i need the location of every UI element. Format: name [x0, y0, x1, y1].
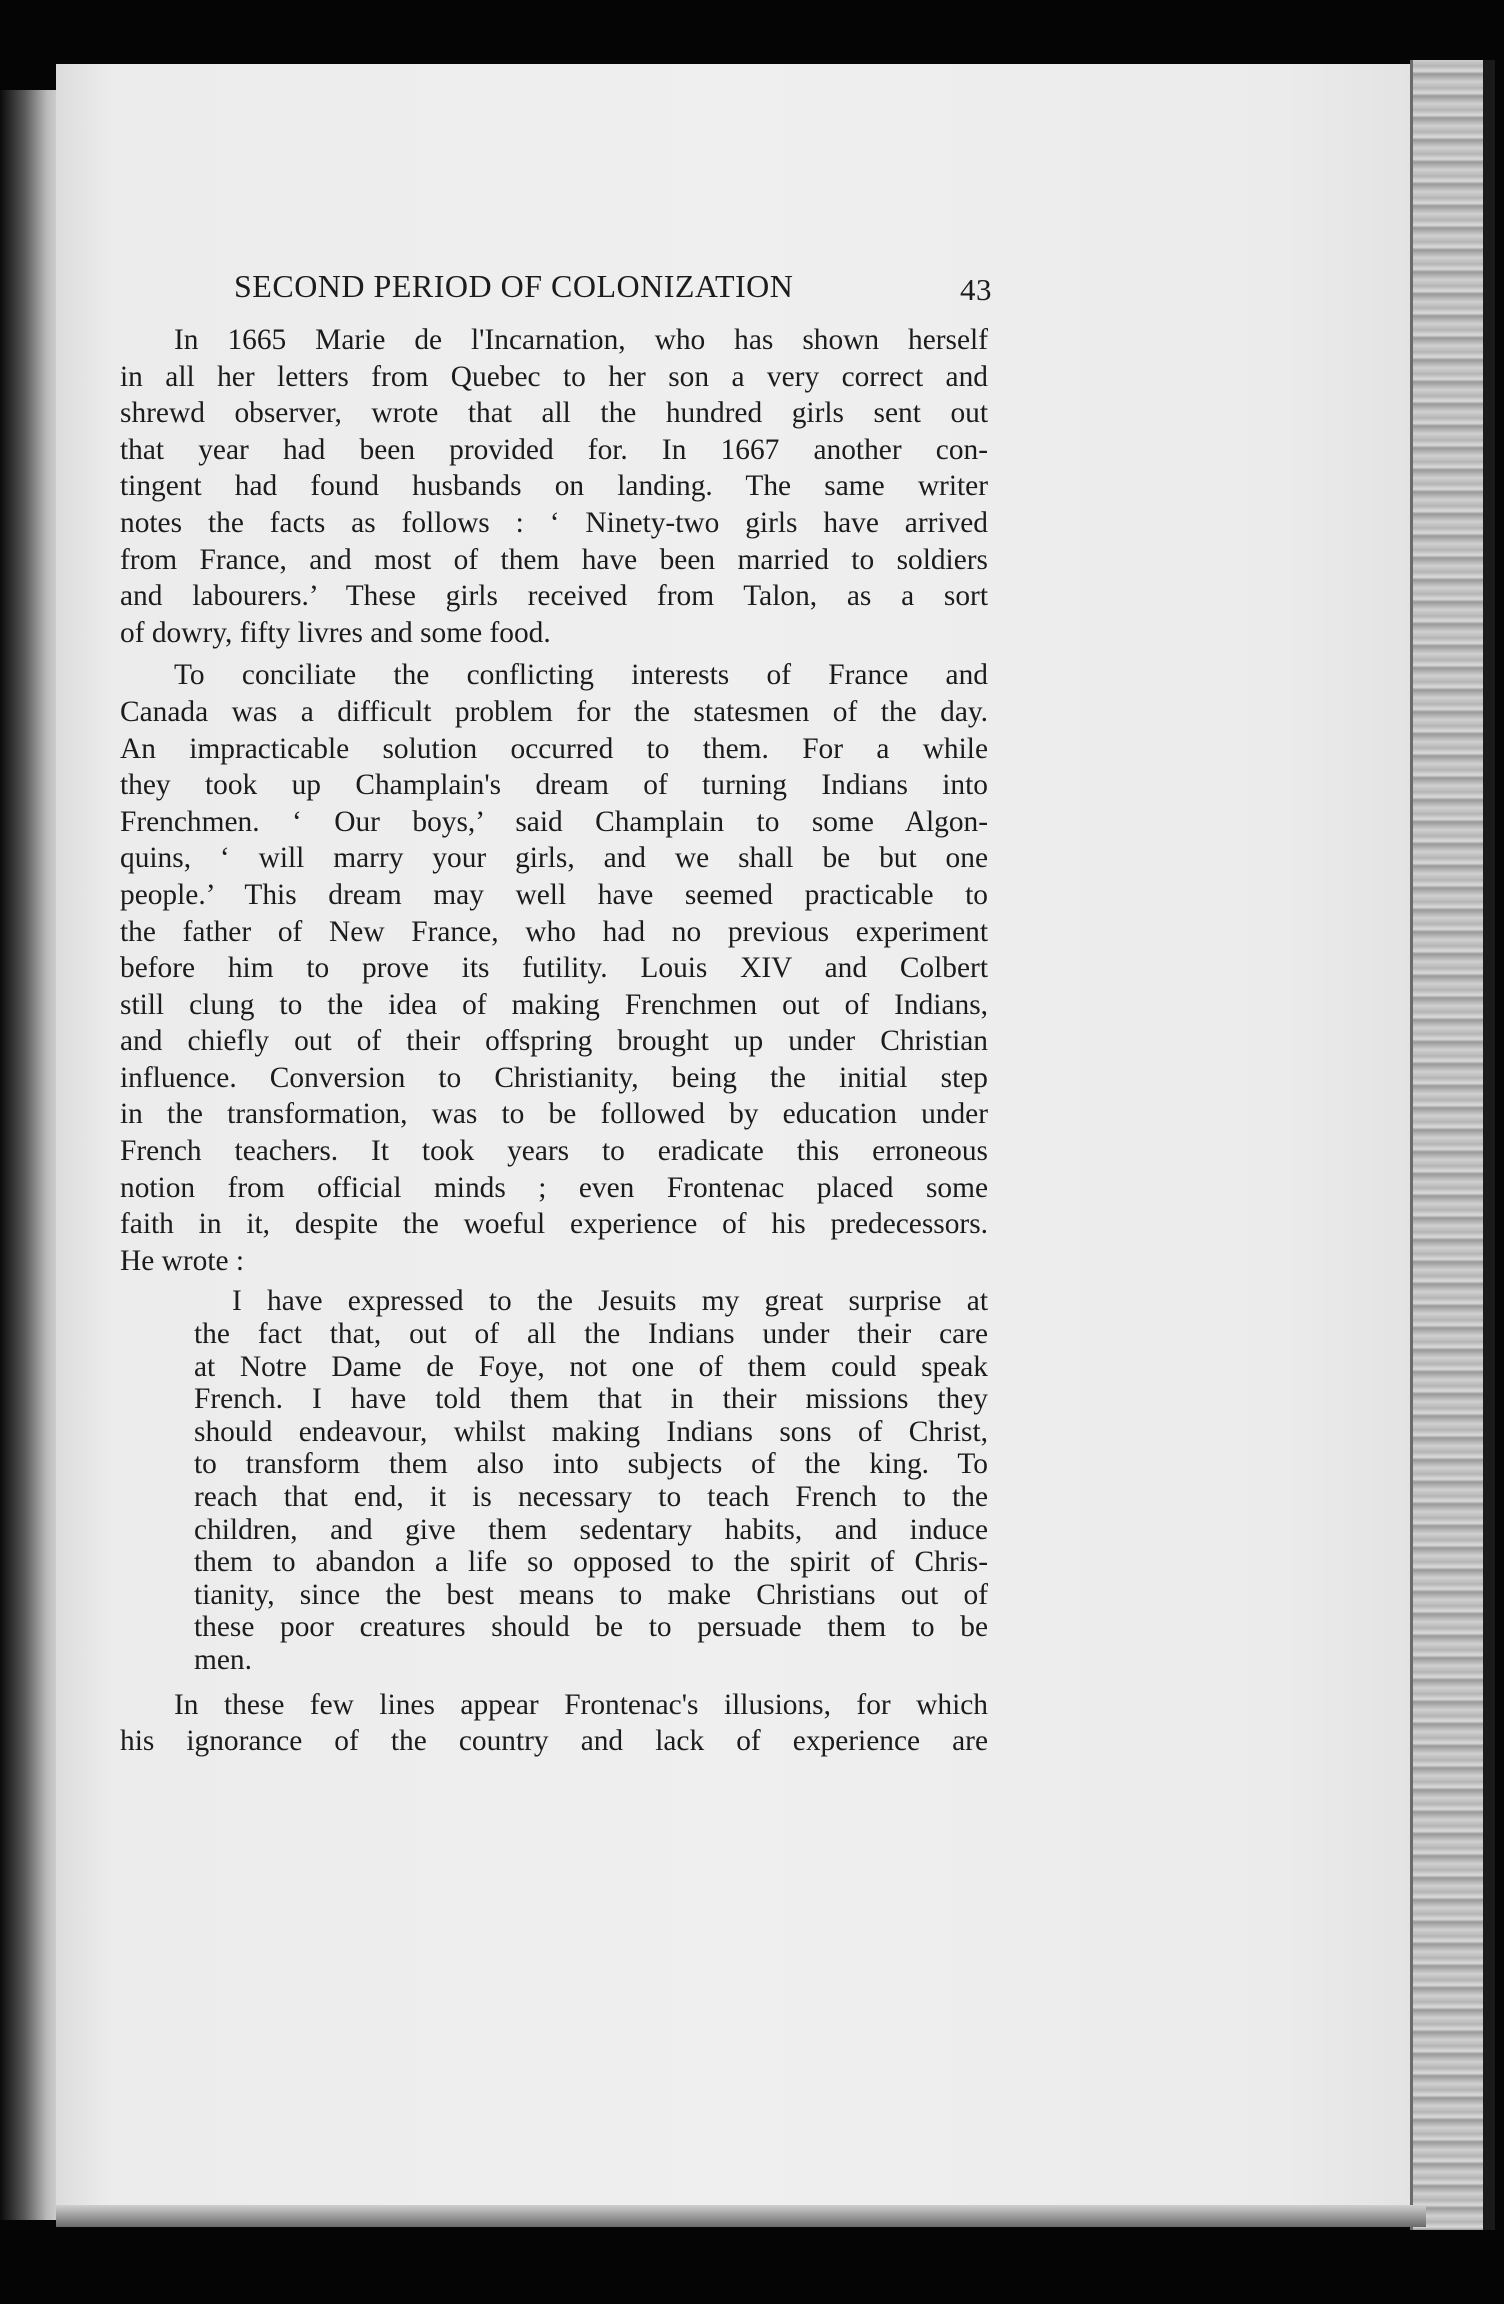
paragraph-1	[120, 322, 988, 651]
text-line: that year had been provided for. In 1667 another con-	[120, 433, 988, 466]
quote-line: children, and give them sedentary habits, and induce	[194, 1513, 988, 1546]
text-line: influence. Conversion to Christianity, being the initial step	[120, 1061, 988, 1094]
text-line: in the transformation, was to be followed by education under	[120, 1098, 988, 1131]
quote-line: at Notre Dame de Foye, not one of them could speak	[194, 1350, 988, 1383]
page-number: 43	[960, 272, 992, 307]
quote-line: them to abandon a life so opposed to the spirit of Chris-	[194, 1546, 988, 1579]
text-line: In 1665 Marie de l'Incarnation, who has shown herself	[174, 324, 988, 356]
quote-line: French. I have told them that in their missions they	[194, 1383, 988, 1416]
paragraph-2	[120, 657, 988, 1279]
text-line: before him to prove its futility. Louis XIV and Colbert	[120, 952, 988, 985]
book-left-edge	[0, 90, 62, 2220]
paragraph-3	[120, 1687, 988, 1760]
text-line: the father of New France, who had no previous experiment	[120, 915, 988, 948]
text-line: his ignorance of the country and lack of experience are	[120, 1725, 988, 1758]
text-line: In these few lines appear Frontenac's illusions, for which	[174, 1688, 988, 1721]
text-line: French teachers. It took years to eradicate this erroneous	[120, 1135, 988, 1168]
quote-line: I have expressed to the Jesuits my great surprise at	[232, 1285, 988, 1318]
text-line: shrewd observer, wrote that all the hundred girls sent out	[120, 397, 988, 430]
text-line: Canada was a difficult problem for the statesmen of the day.	[120, 695, 988, 728]
text-line: and chiefly out of their offspring brought up under Christian	[120, 1025, 988, 1058]
text-line: they took up Champlain's dream of turning Indians into	[120, 769, 988, 802]
text-line: notes the facts as follows : ‘ Ninety-two girls have arrived	[120, 506, 988, 539]
text-line: in all her letters from Quebec to her son a very correct and	[120, 360, 988, 393]
text-line: notion from official minds ; even Frontenac placed some	[120, 1171, 988, 1204]
text-line: still clung to the idea of making Frenchmen out of Indians,	[120, 988, 988, 1021]
text-line: tingent had found husbands on landing. The same writer	[120, 470, 988, 503]
quote-line: reach that end, it is necessary to teach French to the	[194, 1481, 988, 1513]
text-line: from France, and most of them have been married to soldiers	[120, 543, 988, 576]
text-line: people.’ This dream may well have seemed practicable to	[120, 878, 988, 911]
page-content	[120, 268, 992, 1760]
quote-line: tianity, since the best means to make Christians out of	[194, 1578, 988, 1611]
text-line: To conciliate the conflicting interests of France and	[174, 659, 988, 692]
text-line: faith in it, despite the woeful experience of his predecessors.	[120, 1208, 988, 1241]
text-line: and labourers.’ These girls received from Talon, as a sort	[120, 580, 988, 613]
running-head-title: SECOND PERIOD OF COLONIZATION	[234, 268, 794, 304]
running-header	[120, 268, 992, 312]
text-line: He wrote :	[120, 1244, 245, 1277]
text-line: quins, ‘ will marry your girls, and we shall be but one	[120, 842, 988, 875]
block-quote	[194, 1285, 988, 1676]
quote-line: men.	[194, 1643, 252, 1676]
quote-line: these poor creatures should be to persuade them to be	[194, 1611, 988, 1644]
quote-line: should endeavour, whilst making Indians sons of Christ,	[194, 1415, 988, 1448]
quote-line: the fact that, out of all the Indians under their care	[194, 1318, 988, 1351]
text-line: An impracticable solution occurred to them. For a while	[120, 732, 988, 765]
page-bottom-shadow	[56, 2205, 1426, 2227]
book-page-stack-edge	[1410, 60, 1483, 2230]
quote-line: to transform them also into subjects of the king. To	[194, 1448, 988, 1481]
text-line: of dowry, fifty livres and some food.	[120, 616, 551, 649]
text-line: Frenchmen. ‘ Our boys,’ said Champlain to some Algon-	[120, 805, 988, 838]
